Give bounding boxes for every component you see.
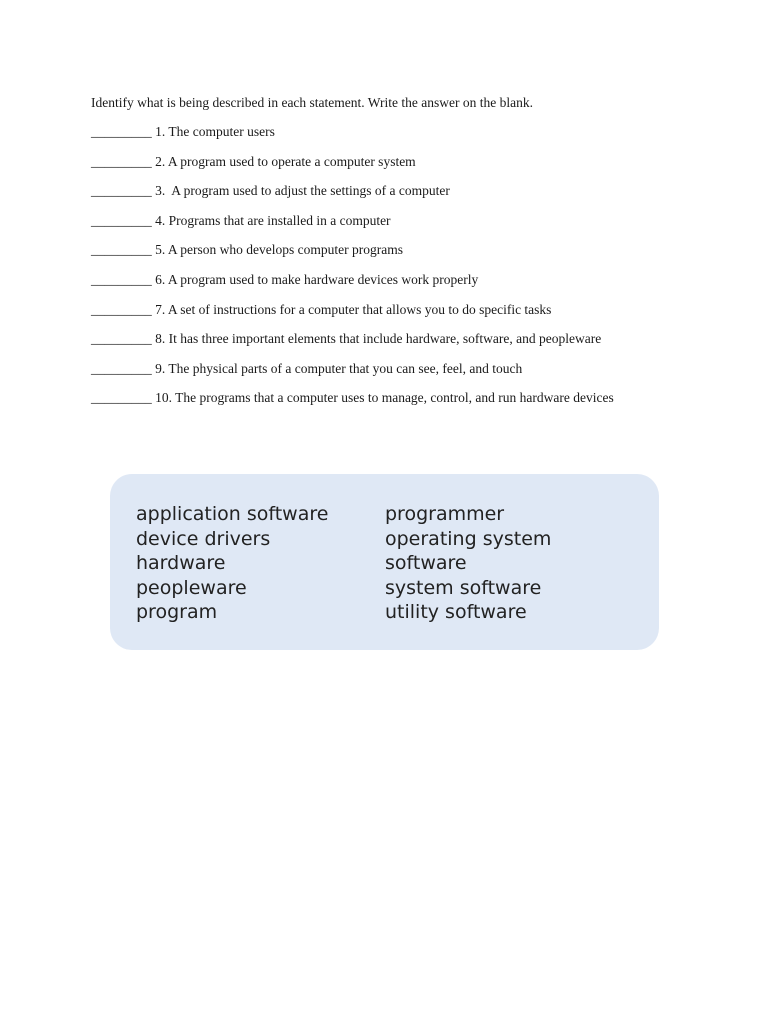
question-item: _________ 6. A program used to make hardware devices work properly [91, 271, 479, 287]
word-bank-term: utility software [385, 601, 527, 623]
question-item: _________ 8. It has three important elements that include hardware, software, and peopleware [91, 331, 602, 347]
question-item: _________ 1. The computer users [91, 124, 275, 139]
word-bank-box [110, 474, 659, 650]
word-bank-left-column [136, 502, 328, 625]
word-bank-term: programmer [385, 503, 505, 525]
word-bank-term: software [385, 552, 467, 574]
instructions: Identify what is being described in each statement. Write the answer on the blank. [91, 95, 533, 110]
question-item: _________ 7. A set of instructions for a computer that allows you to do specific tasks [91, 301, 552, 317]
word-bank-term: device drivers [136, 527, 271, 550]
question-item: _________ 4. Programs that are installed in a computer [91, 212, 391, 228]
word-bank-right-column [385, 502, 551, 625]
question-list [91, 123, 614, 419]
question-item: _________ 10. The programs that a computer uses to manage, control, and run hardware devices [91, 390, 614, 406]
word-bank-term: hardware [136, 552, 226, 574]
word-bank-term: program [136, 601, 218, 623]
question-item: _________ 2. A program used to operate a computer system [91, 153, 416, 169]
word-bank-term: application software [136, 503, 329, 525]
question-item: _________ 9. The physical parts of a computer that you can see, feel, and touch [91, 360, 523, 376]
word-bank-term: peopleware [136, 576, 247, 599]
word-bank-term: system software [385, 576, 542, 599]
word-bank-term: operating system [385, 527, 552, 550]
question-item: _________ 5. A person who develops computer programs [91, 242, 403, 258]
question-item: _________ 3. A program used to adjust the settings of a computer [91, 183, 450, 199]
